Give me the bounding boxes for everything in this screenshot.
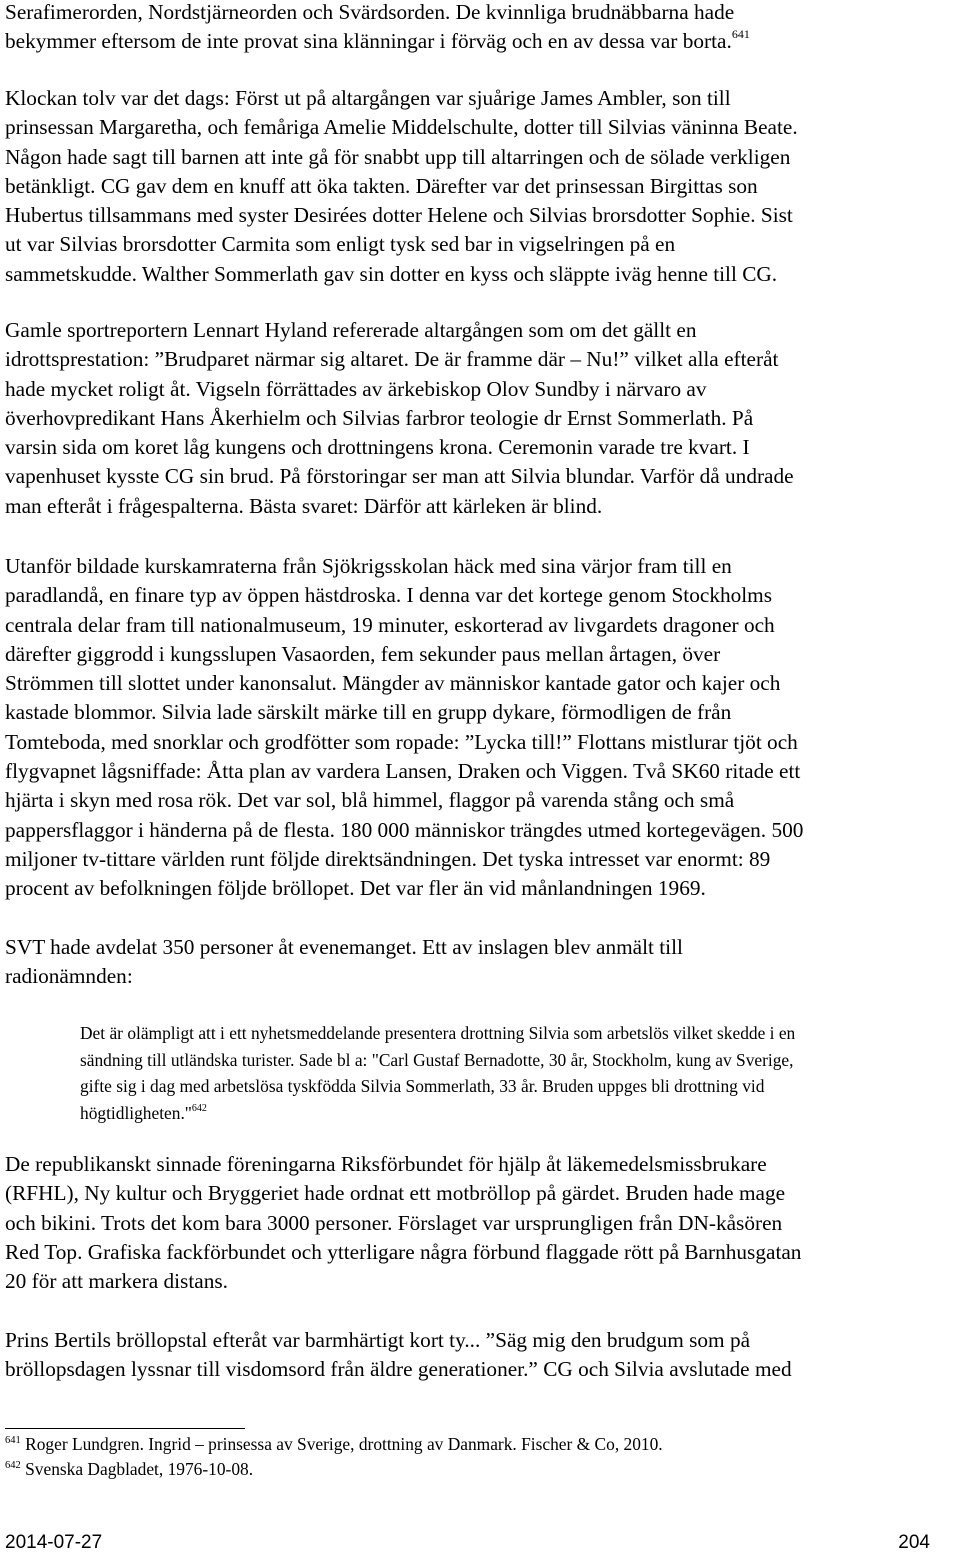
- quote-line: [80, 1100, 795, 1127]
- text-line: pappersflaggor i händerna på de flesta. 180 000 människor trängdes utmed kortegevägen. 500: [5, 817, 804, 842]
- text-line: Någon hade sagt till barnen att inte gå för snabbt upp till altarringen och de sölade verkligen: [5, 144, 791, 169]
- block-quote: [80, 1020, 795, 1126]
- text-line: bröllopsdagen lyssnar till visdomsord från äldre generationer.” CG och Silvia avslutade med: [5, 1357, 792, 1382]
- text-line: Hubertus tillsammans med syster Desirées dotter Helene och Silvias brorsdotter Sophie. Sist: [5, 203, 793, 228]
- paragraph-ceremony: [5, 316, 794, 521]
- quote-line: gifte sig i dag med arbetslösa tyskfödda Silvia Sommerlath, 33 år. Bruden uppges bli drottning vid: [80, 1076, 765, 1096]
- text-line: man efteråt i frågespalterna. Bästa svaret: Därför att kärleken är blind.: [5, 493, 603, 518]
- text-line: överhovpredikant Hans Åkerhielm och Silvias farbror teologie dr Ernst Sommerlath. På: [5, 405, 754, 430]
- text-line: centrala delar fram till nationalmuseum, 19 minuter, eskorterad av livgardets dragoner och: [5, 612, 775, 637]
- text-line: [5, 27, 750, 56]
- text-line: därefter giggrodd i kungsslupen Vasaorden, fem sekunder paus mellan årtagen, över: [5, 641, 721, 666]
- quote-line: sändning till utländska turister. Sade bl a: "Carl Gustaf Bernadotte, 30 år, Stockholm, kung av Sverige,: [80, 1049, 794, 1070]
- footnote-641: [5, 1432, 663, 1457]
- footnote-divider: [5, 1428, 245, 1429]
- footnote-number: 642: [5, 1460, 21, 1471]
- footnote-642: [5, 1457, 663, 1482]
- paragraph-procession: [5, 84, 798, 289]
- text-line: Tomteboda, med snorklar och grodfötter som ropade: ”Lycka till!” Flottans mistlurar tjöt och: [5, 729, 798, 754]
- text-line: SVT hade avdelat 350 personer åt evenemanget. Ett av inslagen blev anmält till: [5, 935, 683, 959]
- quote-line: Det är olämpligt att i ett nyhetsmeddelande presentera drottning Silvia som arbetslös vilket skedde i en: [80, 1023, 796, 1043]
- text-line: ut var Silvias brorsdotter Carmita som enligt tysk sed bar in vigselringen på en: [5, 232, 676, 257]
- text-line: och bikini. Trots det kom bara 3000 personer. Förslaget var ursprungligen från DN-kåsören: [5, 1210, 783, 1235]
- footnote-text: Roger Lundgren. Ingrid – prinsessa av Sverige, drottning av Danmark. Fischer & Co, 2010.: [25, 1434, 663, 1454]
- text-line: sammetskudde. Walther Sommerlath gav sin dotter en kyss och släppte iväg henne till CG.: [5, 261, 778, 286]
- text-line: kastade blommor. Silvia lade särskilt märke till en grupp dykare, förmodligen de från: [5, 700, 732, 725]
- text-line: Klockan tolv var det dags: Först ut på altargången var sjuårige James Ambler, son till: [5, 86, 731, 110]
- paragraph-cortege: [5, 552, 803, 904]
- quote-line-content: högtidligheten.": [80, 1102, 192, 1123]
- text-line: Strömmen till slottet under kanonsalut. Mängder av människor kantade gator och kajer och: [5, 671, 781, 696]
- footnote-ref-641: 641: [731, 27, 750, 42]
- text-line: radionämnden:: [5, 964, 133, 989]
- text-line: Prins Bertils bröllopstal efteråt var barmhärtigt kort ty... ”Säg mig den brudgum som på: [5, 1328, 751, 1352]
- text-line: hjärta i skyn med rosa rök. Det var sol, blå himmel, flaggor på varenda stång och små: [5, 788, 735, 813]
- text-line: (RFHL), Ny kultur och Bryggeriet hade ordnat ett motbröllop på gärdet. Bruden hade mage: [5, 1181, 786, 1206]
- text-line: prinsessan Margaretha, och femåriga Amelie Middelschulte, dotter till Silvias väninna Beate.: [5, 115, 798, 140]
- text-line: De republikanskt sinnade föreningarna Riksförbundet för hjälp åt läkemedelsmissbrukare: [5, 1152, 767, 1176]
- paragraph-orders: [5, 0, 750, 57]
- text-line: vapenhuset kysste CG sin brud. På förstoringar ser man att Silvia blundar. Varför då undrade: [5, 464, 794, 489]
- text-line-content: bekymmer eftersom de inte provat sina klänningar i förväg och en av dessa var borta.: [5, 29, 732, 54]
- text-line: Red Top. Grafiska fackförbundet och ytterligare några förbund flaggade rött på Barnhusgatan: [5, 1239, 802, 1264]
- paragraph-bertil-speech: [5, 1326, 792, 1385]
- text-line: 20 för att markera distans.: [5, 1269, 228, 1294]
- text-line: paradlandå, en finare typ av öppen hästdroska. I denna var det kortege genom Stockholms: [5, 583, 773, 608]
- footnote-number: 641: [5, 1435, 21, 1446]
- text-line: idrottsprestation: ”Brudparet närmar sig altaret. De är framme där – Nu!” vilket alla efteråt: [5, 347, 779, 372]
- text-line: procent av befolkningen följde bröllopet. Det var fler än vid månlandningen 1969.: [5, 876, 706, 901]
- text-line: miljoner tv-tittare världen runt följde direktsändningen. Det tyska intresset var enormt: 89: [5, 846, 771, 871]
- page-number: 204: [898, 1532, 930, 1553]
- text-line: betänkligt. CG gav dem en knuff att öka takten. Därefter var det prinsessan Birgittas son: [5, 173, 758, 198]
- text-line: Gamle sportreportern Lennart Hyland refererade altargången som om det gällt en: [5, 318, 697, 342]
- footnotes: [5, 1432, 663, 1482]
- text-line: hade mycket roligt åt. Vigseln förrättades av ärkebiskop Olov Sundby i närvaro av: [5, 376, 707, 401]
- footnote-ref-642: 642: [191, 1102, 207, 1114]
- footnote-text: Svenska Dagbladet, 1976-10-08.: [25, 1459, 254, 1479]
- text-line: Utanför bildade kurskamraterna från Sjökrigsskolan häck med sina värjor fram till en: [5, 554, 732, 578]
- paragraph-svt: [5, 933, 683, 992]
- text-line: Serafimerorden, Nordstjärneorden och Svärdsorden. De kvinnliga brudnäbbarna hade: [5, 0, 735, 24]
- footer-date: 2014-07-27: [5, 1532, 103, 1553]
- paragraph-counter-wedding: [5, 1150, 801, 1296]
- text-line: flygvapnet lågsniffade: Åtta plan av vardera Lansen, Draken och Viggen. Två SK60 ritade ett: [5, 759, 801, 784]
- text-line: varsin sida om koret låg kungens och drottningens krona. Ceremonin varade tre kvart. I: [5, 435, 750, 460]
